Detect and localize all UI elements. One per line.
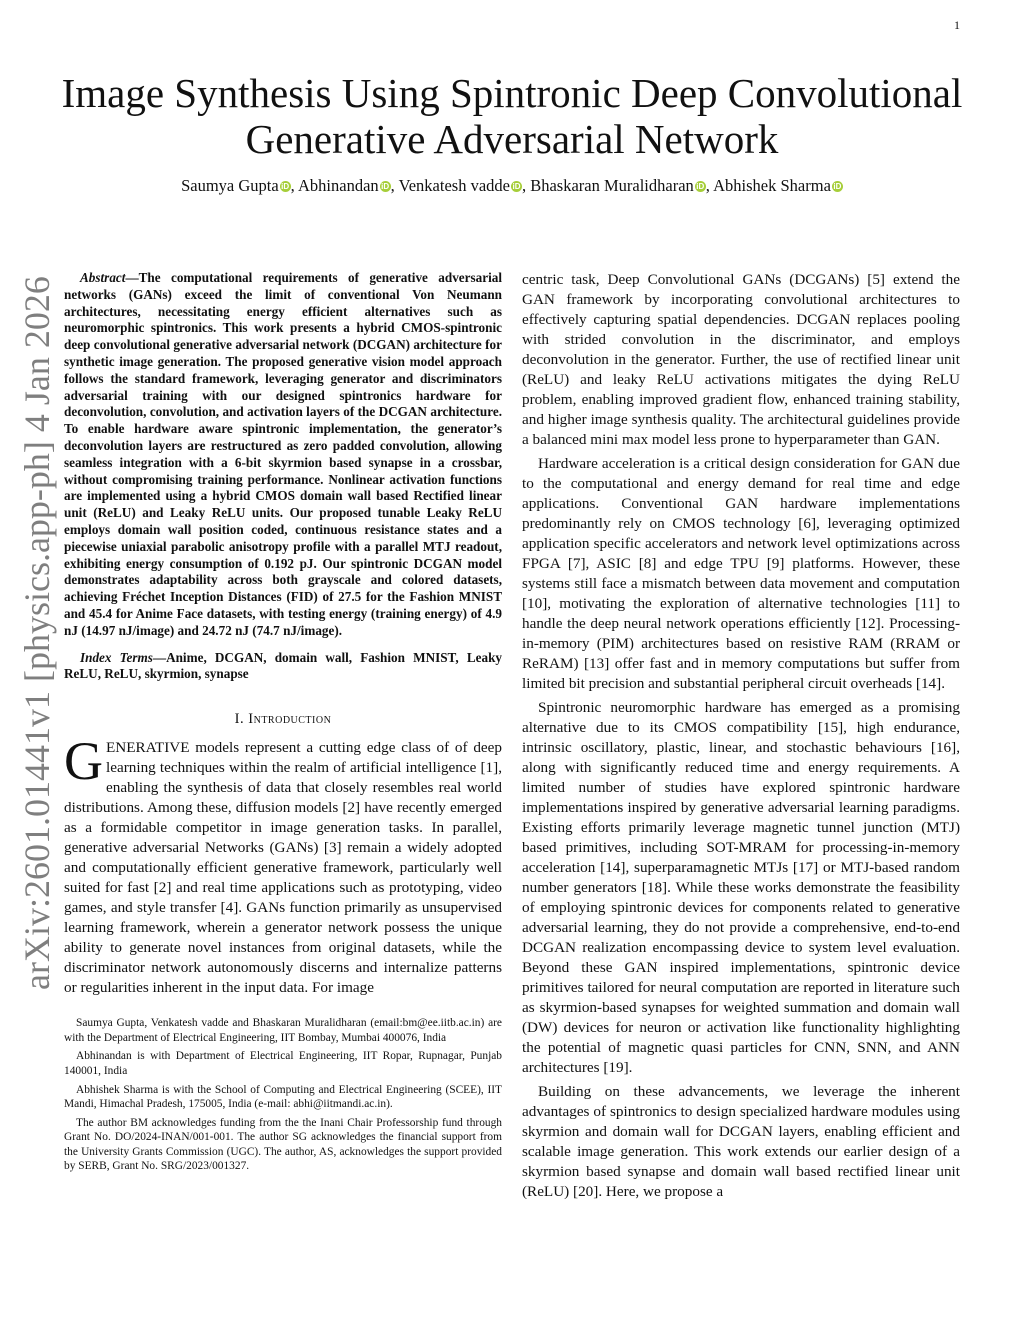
section-number: I. — [234, 711, 245, 728]
orcid-icon[interactable]: iD — [281, 182, 290, 191]
drop-cap: G — [64, 731, 103, 792]
arxiv-identifier[interactable]: arXiv:2601.01441v1 [physics.app-ph] 4 Jan 2026 — [17, 276, 57, 990]
body-paragraph: centric task, Deep Convolutional GANs (DCGANs) [5] extend the GAN framework by incorporating convolutional architectures to effectively capturing spatial dependencies. DCGAN replaces pooling with strided convolution in the discriminator, and employs deconvolution in the generator. Further, the use of rectified linear unit (ReLU) and leaky ReLU activations mitigates the dying ReLU problem, enabling improved gradient flow, enhanced training stability, and higher image synthesis quality. The architectural guidelines provide a balanced mini max model less prone to hyperparameter than GAN. — [522, 271, 960, 448]
body-paragraph: Spintronic neuromorphic hardware has emerged as a promising alternative due to its CMOS compatibility [15], high endurance, intrinsic oscillatory, plastic, linear, and stochastic behaviours [16], along with significantly reduced time and energy requirements. A limited number of studies have explored spintronic hardware implementations inspired by generative adversarial learning paradigms. Existing efforts primarily leverage magnetic tunnel junction (MTJ) based primitives, including SOT-MRAM for processing-in-memory acceleration [14], superparamagnetic MTJs [17] or MTJ-based random number generators [18]. While these works demonstrate the feasibility of employing spintronic devices for components related to generative adversarial learning, they do not provide a comprehensive, end-to-end DCGAN realization encompassing device to system level evaluation. Beyond these GAN inspired implementations, spintronic device primitives tailored for neural computation are reported in literature such as skyrmion-based synapses for weighted summation and domain wall (DW) devices for neuron or activation like functionality highlighting the potential of magnetic quasi particles for CNN, SNN, and ANN architectures [19]. — [522, 699, 960, 1076]
footnote: The author BM acknowledges funding from the the Inani Chair Professorship fund through Grant No. DO/2024-INAN/001-001. The author SG acknowledges the financial support from the University Grants Commission (UGC). The author, AS, acknowledges the support provided by SERB, Grant No. SRG/2023/001327. — [64, 1116, 502, 1173]
author-list: Saumya Gupta iD, Abhinandan iD, Venkatesh vadde iD, Bhaskaran Muralidharan iD, Abhishek Sharma iD — [181, 176, 842, 195]
abstract-text: —The computational requirements of generative adversarial networks (GANs) exceed the limit of conventional Von Neumann architectures, necessitating energy efficient alternatives such as neuromorphic spintronics. This work presents a hybrid CMOS-spintronic deep convolutional generative adversarial network (DCGAN) architecture for synthetic image generation. The proposed generative vision model approach follows the standard framework, leveraging generator and discriminators adversarial training with our designed spintronics hardware for deconvolution, convolution, and activation layers of the DCGAN architecture. To enable hardware aware spintronic implementation, the generator’s deconvolution layers are restructured as zero padded convolution, allowing seamless integration with a 6-bit skyrmion based synapse in a crossbar, without compromising training performance. Nonlinear activation functions are implemented using a hybrid CMOS domain wall based Rectified linear unit (ReLU) and Leaky ReLU units. Our proposed tunable Leaky ReLU employs domain wall position coded, continuous resistance states and a piecewise uniaxial parabolic anisotropy profile with a parallel MTJ readout, exhibiting energy consumption of 0.192 pJ. Our spintronic DCGAN model demonstrates adaptability across both grayscale and colored datasets, achieving Fréchet Inception Distances (FID) of 27.5 for the Fashion MNIST and 45.4 for Anime Face datasets, with testing energy (training energy) of 4.9 nJ (14.97 nJ/image) and 24.72 nJ (74.7 nJ/image). — [64, 270, 502, 638]
body-paragraph: Hardware acceleration is a critical design consideration for GAN due to the computational and energy demand for real time and edge applications. Conventional GAN hardware implementations predominantly rely on CMOS technology [6], leveraging optimized application specific accelerators and network level optimizations across FPGA [7], ASIC [8] and edge TPU [9] platforms. However, these systems still face a mismatch between data movement and computation [10], motivating the exploration of alternative technologies [11] to handle the deep neural network operations efficiently [12]. Processing-in-memory (PIM) architectures based on resistive RAM (RRAM or ReRAM) [13] offer fast and in memory computations but suffer from limited bit precision and substantial peripheral circuit overheads [14]. — [522, 455, 960, 692]
section-title: Introduction — [248, 711, 332, 728]
footnotes — [64, 1016, 502, 1174]
author-name: Abhishek Sharma — [713, 176, 831, 195]
orcid-icon[interactable]: iD — [381, 182, 390, 191]
footnote: Abhinandan is with Department of Electrical Engineering, IIT Ropar, Rupnagar, Punjab 140001, India — [64, 1050, 502, 1077]
section-heading — [64, 711, 502, 728]
intro-paragraph — [64, 731, 502, 998]
index-terms-text: —Anime, DCGAN, domain wall, Fashion MNIST, Leaky ReLU, ReLU, skyrmion, synapse — [64, 649, 502, 682]
footnote: Saumya Gupta, Venkatesh vadde and Bhaskaran Muralidharan (email:bm@ee.iitb.ac.in) are with the Department of Electrical Engineering, IIT Bombay, Mumbai 400076, India — [64, 1017, 502, 1044]
orcid-icon[interactable]: iD — [696, 182, 705, 191]
abstract-label: Abstract — [80, 270, 126, 285]
orcid-icon[interactable]: iD — [833, 182, 842, 191]
author-name: Saumya Gupta — [181, 176, 279, 195]
paper-title: Image Synthesis Using Spintronic Deep Convolutional Generative Adversarial Network — [61, 70, 963, 162]
author-name: Abhinandan — [298, 176, 379, 195]
index-terms-label: Index Terms — [80, 649, 153, 665]
left-column — [64, 270, 502, 1178]
index-terms — [64, 650, 502, 684]
page-number: 1 — [954, 18, 960, 32]
author-name: Bhaskaran Muralidharan — [530, 176, 694, 195]
author-name: Venkatesh vadde — [398, 176, 510, 195]
abstract — [64, 270, 502, 640]
right-column — [522, 270, 960, 1202]
orcid-icon[interactable]: iD — [512, 182, 521, 191]
footnote: Abhishek Sharma is with the School of Computing and Electrical Engineering (SCEE), IIT Mandi, Himachal Pradesh, 175005, India (e-mail: abhi@iitmandi.ac.in). — [64, 1083, 502, 1111]
body-paragraph: Building on these advancements, we leverage the inherent advantages of spintronics to design specialized hardware modules using skyrmion and domain wall for DCGAN layers, enabling efficient and scalable image generation. This work extends our earlier design of a skyrmion based synapse and domain wall based rectified linear unit (ReLU) [20]. Here, we propose a — [522, 1083, 960, 1200]
intro-text: ENERATIVE models represent a cutting edge class of of deep learning techniques within the realm of artificial intelligence [1], enabling the synthesis of data that closely resembles real world distributions. Among these, diffusion models [2] have recently emerged as a formidable competitor in image generation tasks. In parallel, generative adversarial Networks (GANs) [3] remain a widely adopted and computationally efficient generative framework, particularly well suited for fast [2] and real time applications such as prototyping, video games, and style transfer [4]. GANs function primarily as unsupervised learning framework, wherein a generator network possess the unique ability to generate novel instances from original datasets, while the discriminator network autonomously discerns and internalize patterns or regularities inherent in the input data. For image — [64, 739, 502, 997]
